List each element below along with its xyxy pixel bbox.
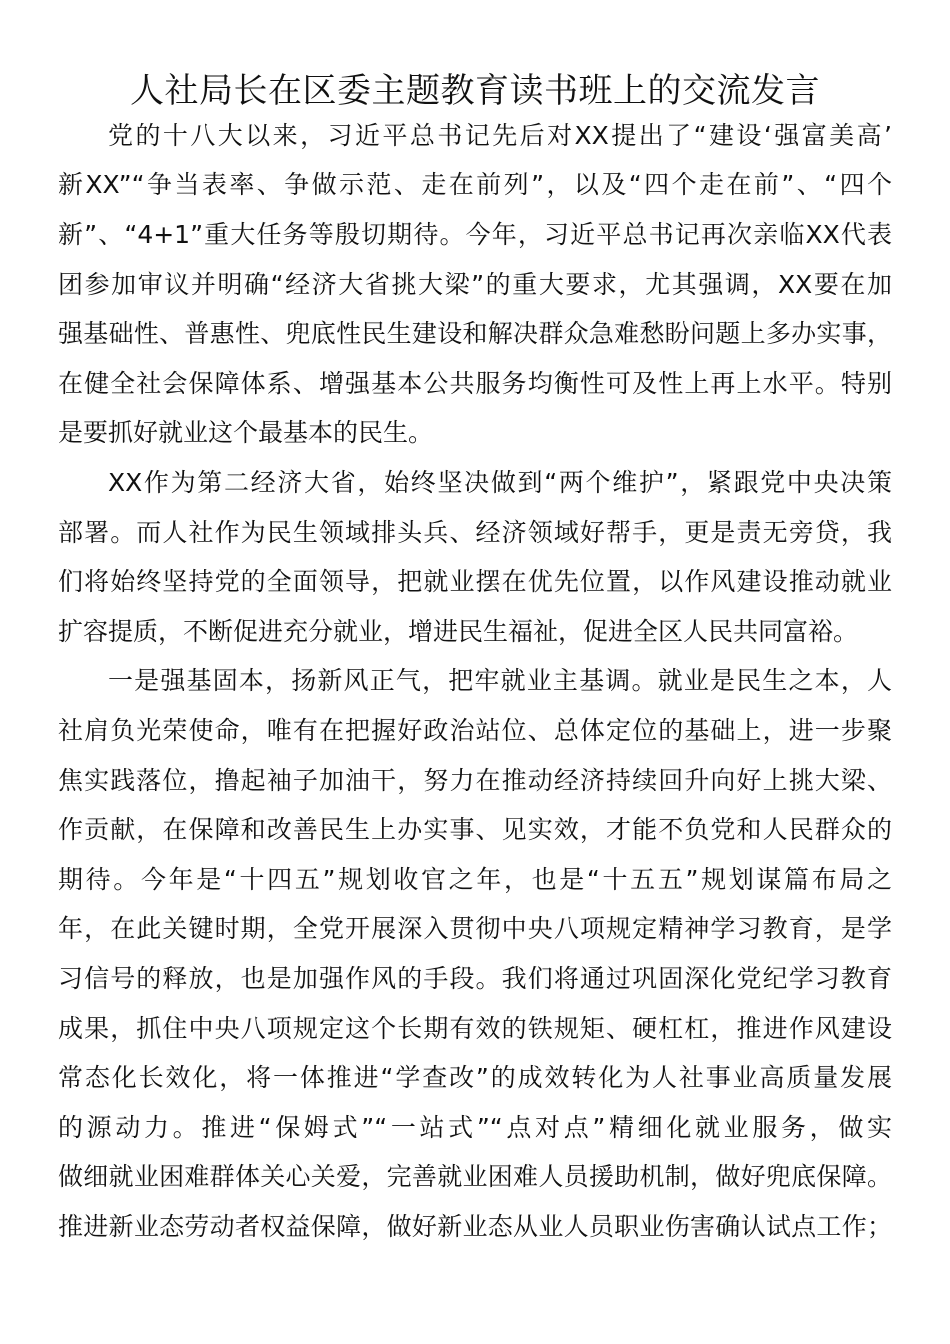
paragraph-3-line-9: 常态化长效化，将一体推进“学查改”的成效转化为人社事业高质量发展 (58, 1063, 892, 1092)
paragraph-3-line-5: 期待。今年是“十四五”规划收官之年，也是“十五五”规划谋篇布局之 (58, 865, 892, 894)
paragraph-2-line-3: 们将始终坚持党的全面领导，把就业摆在优先位置，以作风建设推动就业 (58, 567, 892, 596)
paragraph-3-line-10: 的源动力。推进“保姆式”“一站式”“点对点”精细化就业服务，做实 (58, 1113, 892, 1142)
paragraph-3-line-8: 成果，抓住中央八项规定这个长期有效的铁规矩、硬杠杠，推进作风建设 (58, 1014, 892, 1043)
paragraph-1-line-1: 党的十八大以来，习近平总书记先后对XX提出了“建设‘强富美高’ (108, 121, 892, 150)
paragraph-1-line-2: 新XX”“争当表率、争做示范、走在前列”，以及“四个走在前”、“四个 (58, 170, 892, 199)
paragraph-2-line-2: 部署。而人社作为民生领域排头兵、经济领域好帮手，更是责无旁贷，我 (58, 518, 892, 547)
paragraph-2-line-4: 扩容提质，不断促进充分就业，增进民生福祉，促进全区人民共同富裕。 (58, 617, 859, 646)
paragraph-3-line-2: 社肩负光荣使命，唯有在把握好政治站位、总体定位的基础上，进一步聚 (58, 716, 892, 745)
paragraph-1-line-5: 强基础性、普惠性、兜底性民生建设和解决群众急难愁盼问题上多办实事， (58, 319, 892, 348)
paragraph-1-line-6: 在健全社会保障体系、增强基本公共服务均衡性可及性上再上水平。特别 (58, 369, 892, 398)
paragraph-1-line-3: 新”、“4+1”重大任务等殷切期待。今年，习近平总书记再次亲临XX代表 (58, 220, 892, 249)
paragraph-3-line-12: 推进新业态劳动者权益保障，做好新业态从业人员职业伤害确认试点工作； (58, 1212, 892, 1241)
paragraph-3-line-3: 焦实践落位，撸起袖子加油干，努力在推动经济持续回升向好上挑大梁、 (58, 766, 892, 795)
paragraph-1-line-7: 是要抓好就业这个最基本的民生。 (58, 418, 434, 447)
document-title: 人社局长在区委主题教育读书班上的交流发言 (130, 71, 820, 111)
paragraph-3-line-11: 做细就业困难群体关心关爱，完善就业困难人员援助机制，做好兜底保障。 (58, 1162, 892, 1191)
paragraph-3-line-6: 年，在此关键时期，全党开展深入贯彻中央八项规定精神学习教育，是学 (58, 914, 892, 943)
paragraph-1-line-4: 团参加审议并明确“经济大省挑大梁”的重大要求，尤其强调，XX要在加 (58, 270, 892, 299)
paragraph-3-line-1: 一是强基固本，扬新风正气，把牢就业主基调。就业是民生之本，人 (108, 666, 892, 695)
paragraph-3-line-7: 习信号的释放，也是加强作风的手段。我们将通过巩固深化党纪学习教育 (58, 964, 892, 993)
paragraph-2-line-1: XX作为第二经济大省，始终坚决做到“两个维护”，紧跟党中央决策 (108, 468, 892, 497)
paragraph-3-line-4: 作贡献，在保障和改善民生上办实事、见实效，才能不负党和人民群众的 (58, 815, 892, 844)
